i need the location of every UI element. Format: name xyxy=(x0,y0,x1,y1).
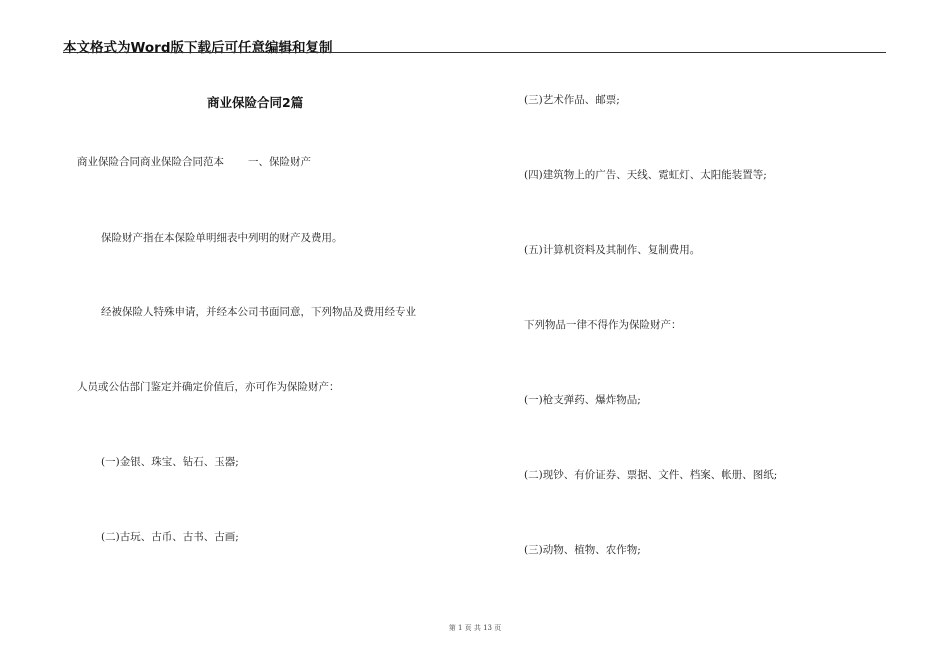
paragraph: 人员或公估部门鉴定并确定价值后，亦可作为保险财产： xyxy=(77,381,340,393)
list-item: (一)金银、珠宝、钻石、玉器; xyxy=(101,456,239,468)
intro-line xyxy=(77,155,311,169)
paragraph: 下列物品一律不得作为保险财产： xyxy=(524,319,682,331)
paragraph: 经被保险人特殊申请，并经本公司书面同意，下列物品及费用经专业 xyxy=(101,306,416,318)
intro-text: 商业保险合同商业保险合同范本 xyxy=(77,156,224,168)
paragraph: 保险财产指在本保险单明细表中列明的财产及费用。 xyxy=(101,232,343,244)
list-item: (二)现钞、有价证券、票据、文件、档案、帐册、图纸; xyxy=(524,469,778,481)
list-item: (五)计算机资料及其制作、复制费用。 xyxy=(524,244,701,256)
list-item: (三)动物、植物、农作物; xyxy=(524,544,641,556)
page-number: 第 1 页 共 13 页 xyxy=(448,624,502,632)
list-item: (一)枪支弹药、爆炸物品; xyxy=(524,394,641,406)
list-item: (四)建筑物上的广告、天线、霓虹灯、太阳能装置等; xyxy=(524,169,767,181)
document-title: 商业保险合同2篇 xyxy=(207,95,304,110)
header-title: 本文格式为Word版下载后可任意编辑和复制 xyxy=(63,40,333,56)
header-divider xyxy=(63,52,886,53)
section-heading: 一、保险财产 xyxy=(248,156,311,168)
list-item: (三)艺术作品、邮票; xyxy=(524,94,620,106)
list-item: (二)古玩、古币、古书、古画; xyxy=(101,531,239,543)
